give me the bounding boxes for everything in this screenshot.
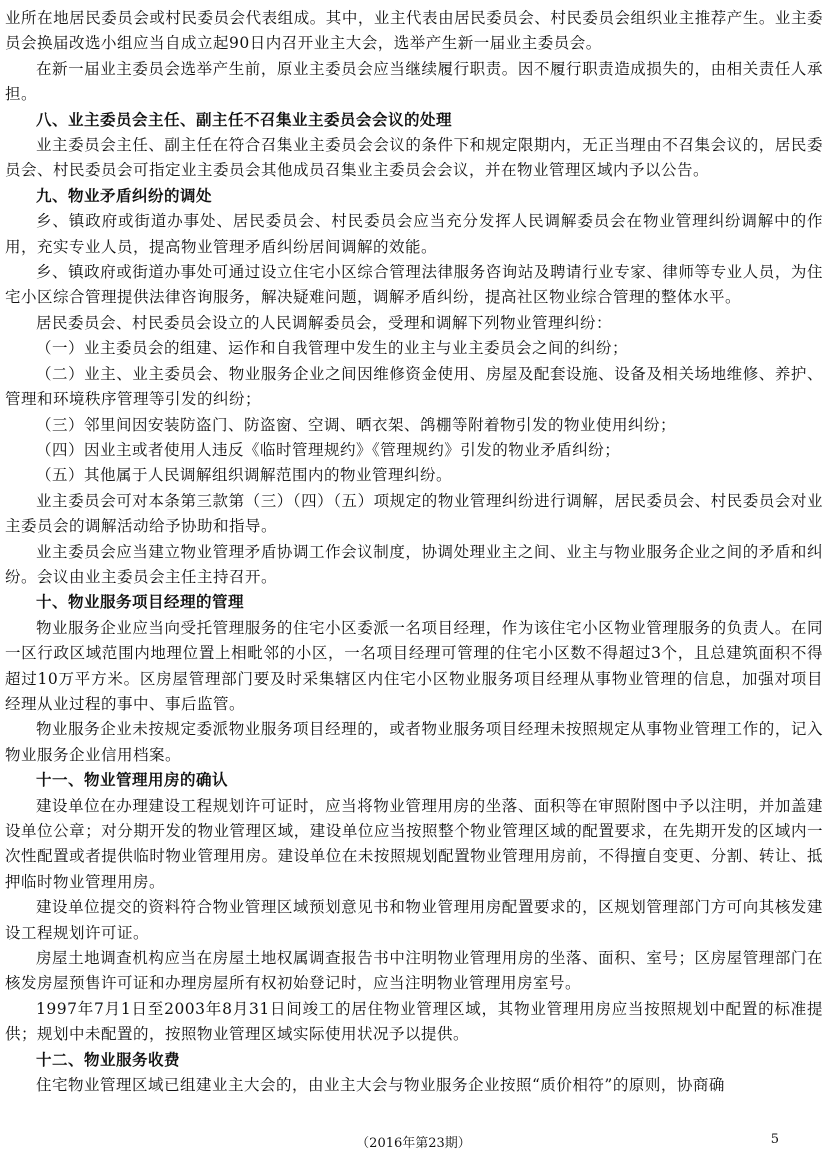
body-paragraph: 物业服务企业未按规定委派物业服务项目经理的，或者物业服务项目经理未按照规定从事物业管理工作的，记入物业服务企业信用档案。	[5, 720, 823, 764]
body-paragraph: 业主委员会应当建立物业管理矛盾协调工作会议制度，协调处理业主之间、业主与物业服务企业之间的矛盾和纠纷。会议由业主委员会主任主持召开。	[5, 542, 823, 586]
body-paragraph: （一）业主委员会的组建、运作和自我管理中发生的业主与业主委员会之间的纠纷；	[36, 339, 629, 358]
body-paragraph: 1997年7月1日至2003年8月31日间竣工的居住物业管理区域，其物业管理用房应当按照规划中配置的标准提供；规划中未配置的，按照物业管理区域实际使用状况予以提供。	[5, 999, 823, 1044]
body-paragraph: 乡、镇政府或街道办事处、居民委员会、村民委员会应当充分发挥人民调解委员会在物业管理纠纷调解中的作用，充实专业人员，提高物业管理矛盾纠纷居间调解的效能。	[5, 212, 823, 256]
body-paragraph: （二）业主、业主委员会、物业服务企业之间因维修资金使用、房屋及配套设施、设备及相关场地维修、养护、管理和环境秩序管理等引发的纠纷；	[5, 364, 823, 409]
document-body	[5, 6, 823, 1098]
section-heading: 九、物业矛盾纠纷的调处	[36, 186, 213, 205]
body-paragraph: 在新一届业主委员会选举产生前，原业主委员会应当继续履行职责。因不履行职责造成损失的，由相关责任人承担。	[5, 59, 823, 104]
issue-label: （2016年第23期）	[356, 1136, 471, 1151]
body-paragraph: 建设单位在办理建设工程规划许可证时，应当将物业管理用房的坐落、面积等在审照附图中予以注明，并加盖建设单位公章；对分期开发的物业管理区域，建设单位应当按照整个物业管理区域的配置要求，在先期开发的区域内一次性配置或者提供临时物业管理用房。建设单位在未按照规划配置物业管理用房前，不得擅自变更、分割、转让、抵押临时物业管理用房。	[5, 796, 823, 891]
body-paragraph: （三）邻里间因安装防盗门、防盗窗、空调、晒衣架、鸽棚等附着物引发的物业使用纠纷；	[36, 415, 677, 434]
body-paragraph: 乡、镇政府或街道办事处可通过设立住宅小区综合管理法律服务咨询站及聘请行业专家、律师等专业人员，为住宅小区综合管理提供法律咨询服务，解决疑难问题，调解矛盾纠纷，提高社区物业综合管理的整体水平。	[5, 263, 823, 307]
body-paragraph: （五）其他属于人民调解组织调解范围内的物业管理纠纷。	[36, 466, 453, 485]
body-paragraph: 房屋土地调查机构应当在房屋土地权属调查报告书中注明物业管理用房的坐落、面积、室号；区房屋管理部门在核发房屋预售许可证和办理房屋所有权初始登记时，应当注明物业管理用房室号。	[5, 949, 823, 993]
body-paragraph: 业主委员会可对本条第三款第（三）（四）（五）项规定的物业管理纠纷进行调解，居民委员会、村民委员会对业主委员会的调解活动给予协助和指导。	[5, 491, 823, 536]
page-number: 5	[770, 1132, 779, 1147]
body-paragraph: 业主委员会主任、副主任在符合召集业主委员会会议的条件下和规定限期内，无正当理由不召集会议的，居民委员会、村民委员会可指定业主委员会其他成员召集业主委员会会议，并在物业管理区域内予以公告。	[5, 136, 823, 180]
section-heading: 十二、物业服务收费	[36, 1050, 181, 1069]
body-paragraph: 业所在地居民委员会或村民委员会代表组成。其中，业主代表由居民委员会、村民委员会组织业主推荐产生。业主委员会换届改选小组应当自成立起90日内召开业主大会，选举产生新一届业主委员会。	[5, 9, 823, 53]
body-paragraph: 物业服务企业应当向受托管理服务的住宅小区委派一名项目经理，作为该住宅小区物业管理服务的负责人。在同一区行政区域范围内地理位置上相毗邻的小区，一名项目经理可管理的住宅小区数不得超过3个，且总建筑面积不得超过10万平方米。区房屋管理部门要及时采集辖区内住宅小区物业服务项目经理从事物业管理的信息，加强对项目经理从业过程的事中、事后监管。	[5, 618, 823, 713]
body-paragraph: 居民委员会、村民委员会设立的人民调解委员会，受理和调解下列物业管理纠纷：	[36, 313, 613, 332]
page-footer	[0, 1132, 827, 1154]
body-paragraph: （四）因业主或者使用人违反《临时管理规约》《管理规约》引发的物业矛盾纠纷；	[36, 440, 621, 459]
section-heading: 十、物业服务项目经理的管理	[36, 593, 245, 612]
body-paragraph: 建设单位提交的资料符合物业管理区域预划意见书和物业管理用房配置要求的，区规划管理部门方可向其核发建设工程规划许可证。	[5, 898, 823, 942]
section-heading: 八、业主委员会主任、副主任不召集业主委员会会议的处理	[36, 110, 453, 129]
section-heading: 十一、物业管理用房的确认	[36, 771, 229, 790]
body-paragraph: 住宅物业管理区域已组建业主大会的，由业主大会与物业服务企业按照“质价相符”的原则，协商确	[36, 1076, 725, 1095]
